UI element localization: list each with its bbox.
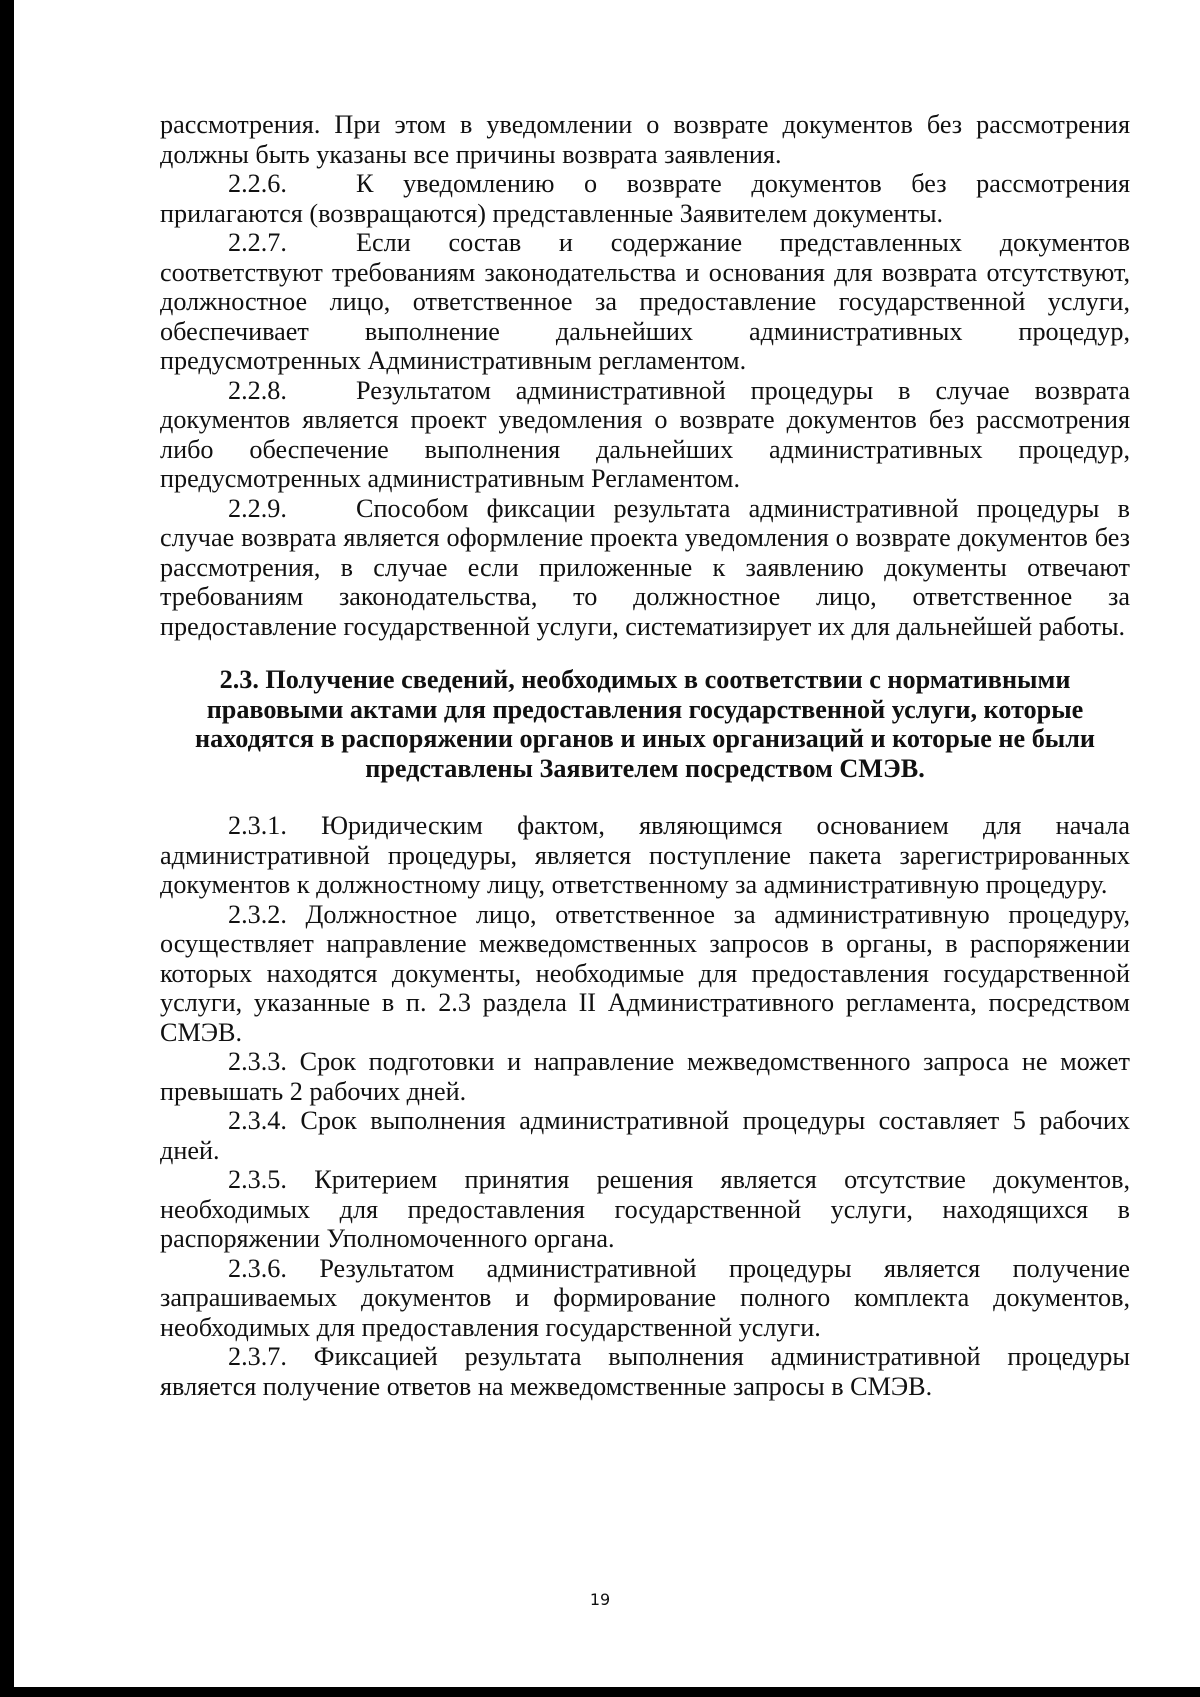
document-body xyxy=(160,110,1130,1401)
section-heading-2-3: 2.3. Получение сведений, необходимых в соответствии с нормативными правовыми актами для предоставления государственной услуги, которые находятся в распоряжении органов и иных организаций и которые не были представлены Заявителем посредством СМЭВ. xyxy=(194,665,1096,783)
clause-2-3-3: 2.3.3. Срок подготовки и направление межведомственного запроса не может превышать 2 рабочих дней. xyxy=(160,1047,1130,1106)
clause-number: 2.2.7. xyxy=(228,228,287,257)
paragraph-continuation: рассмотрения. При этом в уведомлении о возврате документов без рассмотрения должны быть указаны все причины возврата заявления. xyxy=(160,110,1130,169)
clause-number: 2.2.9. xyxy=(228,493,287,523)
clause-2-2-6 xyxy=(160,169,1130,228)
scan-border-left xyxy=(0,0,14,1697)
clause-2-3-5: 2.3.5. Критерием принятия решения является отсутствие документов, необходимых для предоставления государственной услуги, находящихся в распоряжении Уполномоченного органа. xyxy=(160,1165,1130,1253)
clause-number: 2.2.6. xyxy=(228,169,287,198)
clause-2-2-9 xyxy=(160,494,1130,642)
clause-2-3-4: 2.3.4. Срок выполнения административной процедуры составляет 5 рабочих дней. xyxy=(160,1106,1130,1165)
clause-text: Способом фиксации результата административной процедуры в случае возврата является оформление проекта уведомления о возврате документов без рассмотрения, в случае если приложенные к заявлению документы отвечают требованиям законодательства, то должностное лицо, ответственное за предоставление государственной услуги, систематизирует их для дальнейшей работы. xyxy=(160,493,1130,641)
clause-2-3-6: 2.3.6. Результатом административной процедуры является получение запрашиваемых документов и формирование полного комплекта документов, необходимых для предоставления государственной услуги. xyxy=(160,1253,1130,1342)
scan-border-bottom xyxy=(0,1687,1200,1697)
clause-2-3-7: 2.3.7. Фиксацией результата выполнения административной процедуры является получение ответов на межведомственные запросы в СМЭВ. xyxy=(160,1342,1130,1401)
clause-number: 2.2.8. xyxy=(228,375,287,405)
clause-text: К уведомлению о возврате документов без рассмотрения прилагаются (возвращаются) представленные Заявителем документы. xyxy=(160,169,1130,228)
page-number: 19 xyxy=(589,1590,611,1609)
clause-2-3-1: 2.3.1. Юридическим фактом, являющимся основанием для начала административной процедуры, является поступление пакета зарегистрированных документов к должностному лицу, ответственному за административную процедуру. xyxy=(160,811,1130,899)
clause-text: Если состав и содержание представленных документов соответствуют требованиям законодательства и основания для возврата отсутствуют, должностное лицо, ответственное за предоставление государственной услуги, обеспечивает выполнение дальнейших административных процедур, предусмотренных Административным регламентом. xyxy=(160,228,1130,375)
clause-2-2-7 xyxy=(160,228,1130,376)
clause-text: Результатом административной процедуры в случае возврата документов является проект уведомления о возврате документов без рассмотрения либо обеспечение выполнения дальнейших административных процедур, предусмотренных административным Регламентом. xyxy=(160,375,1130,493)
clause-2-3-2: 2.3.2. Должностное лицо, ответственное за административную процедуру, осуществляет направление межведомственных запросов в органы, в распоряжении которых находятся документы, необходимые для предоставления государственной услуги, указанные в п. 2.3 раздела II Административного регламента, посредством СМЭВ. xyxy=(160,899,1130,1047)
clause-2-2-8 xyxy=(160,376,1130,494)
